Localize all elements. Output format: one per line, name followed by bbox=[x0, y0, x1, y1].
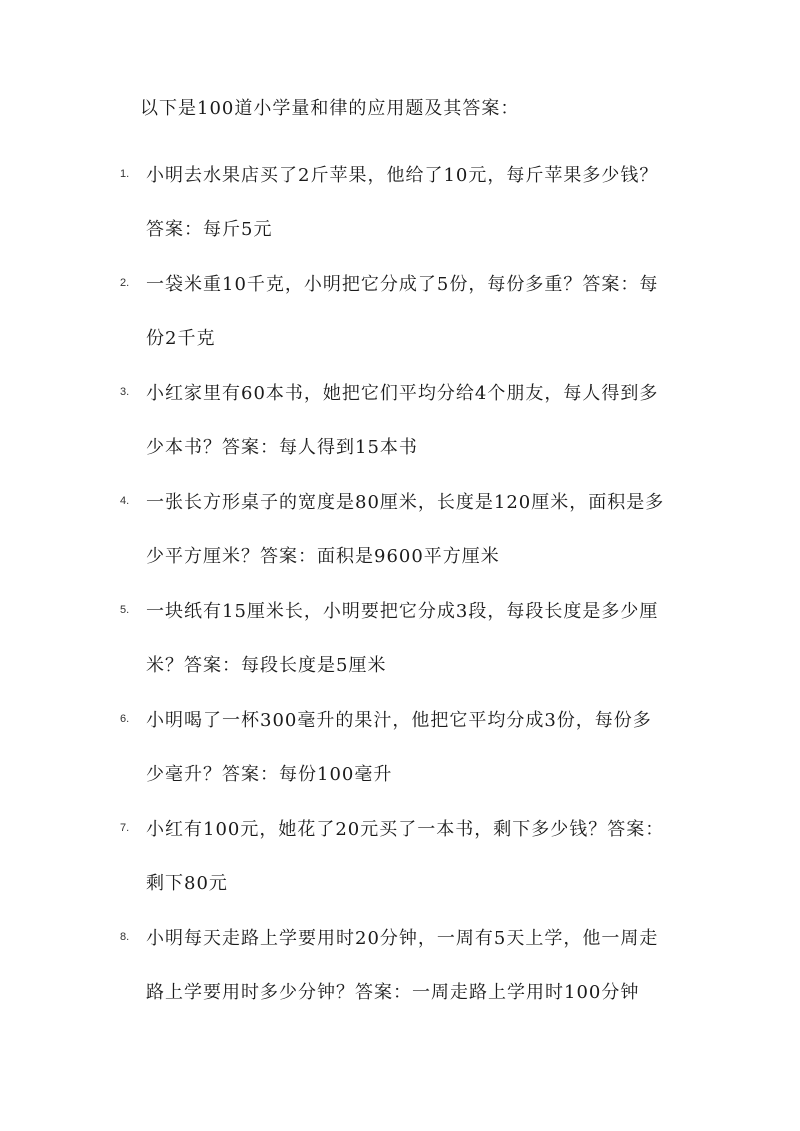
question-text-line: 小红家里有60本书，她把它们平均分给4个朋友，每人得到多 bbox=[146, 383, 659, 404]
question-number: 5. bbox=[120, 604, 130, 616]
question-text-line: 小明去水果店买了2斤苹果，他给了10元，每斤苹果多少钱？ bbox=[146, 165, 659, 186]
question-text-line: 一张长方形桌子的宽度是80厘米，长度是120厘米，面积是多 bbox=[146, 492, 665, 513]
answer-text-line: 剩下80元 bbox=[146, 873, 228, 894]
question-text-line: 小明每天走路上学要用时20分钟，一周有5天上学，他一周走 bbox=[146, 928, 659, 949]
answer-text-line: 份2千克 bbox=[146, 328, 216, 349]
answer-text-line: 答案：每斤5元 bbox=[146, 219, 273, 240]
answer-text-line: 少毫升？答案：每份100毫升 bbox=[146, 764, 393, 785]
answer-text-line: 少平方厘米？答案：面积是9600平方厘米 bbox=[146, 546, 500, 567]
question-text-line: 小红有100元，她花了20元买了一本书，剩下多少钱？答案： bbox=[146, 819, 665, 840]
question-text-line: 一袋米重10千克，小明把它分成了5份，每份多重？答案：每 bbox=[146, 274, 659, 295]
question-number: 4. bbox=[120, 495, 130, 507]
question-number: 1. bbox=[120, 168, 130, 180]
question-number: 8. bbox=[120, 931, 130, 943]
answer-text-line: 路上学要用时多少分钟？答案：一周走路上学用时100分钟 bbox=[146, 982, 640, 1003]
question-number: 7. bbox=[120, 822, 130, 834]
question-number: 3. bbox=[120, 386, 130, 398]
question-number: 2. bbox=[120, 277, 130, 289]
intro-text: 以下是100道小学量和律的应用题及其答案： bbox=[140, 98, 520, 119]
question-text-line: 小明喝了一杯300毫升的果汁，他把它平均分成3份，每份多 bbox=[146, 710, 652, 731]
answer-text-line: 米？答案：每段长度是5厘米 bbox=[146, 655, 387, 676]
answer-text-line: 少本书？答案：每人得到15本书 bbox=[146, 437, 418, 458]
question-text-line: 一块纸有15厘米长，小明要把它分成3段，每段长度是多少厘 bbox=[146, 601, 659, 622]
question-number: 6. bbox=[120, 713, 130, 725]
